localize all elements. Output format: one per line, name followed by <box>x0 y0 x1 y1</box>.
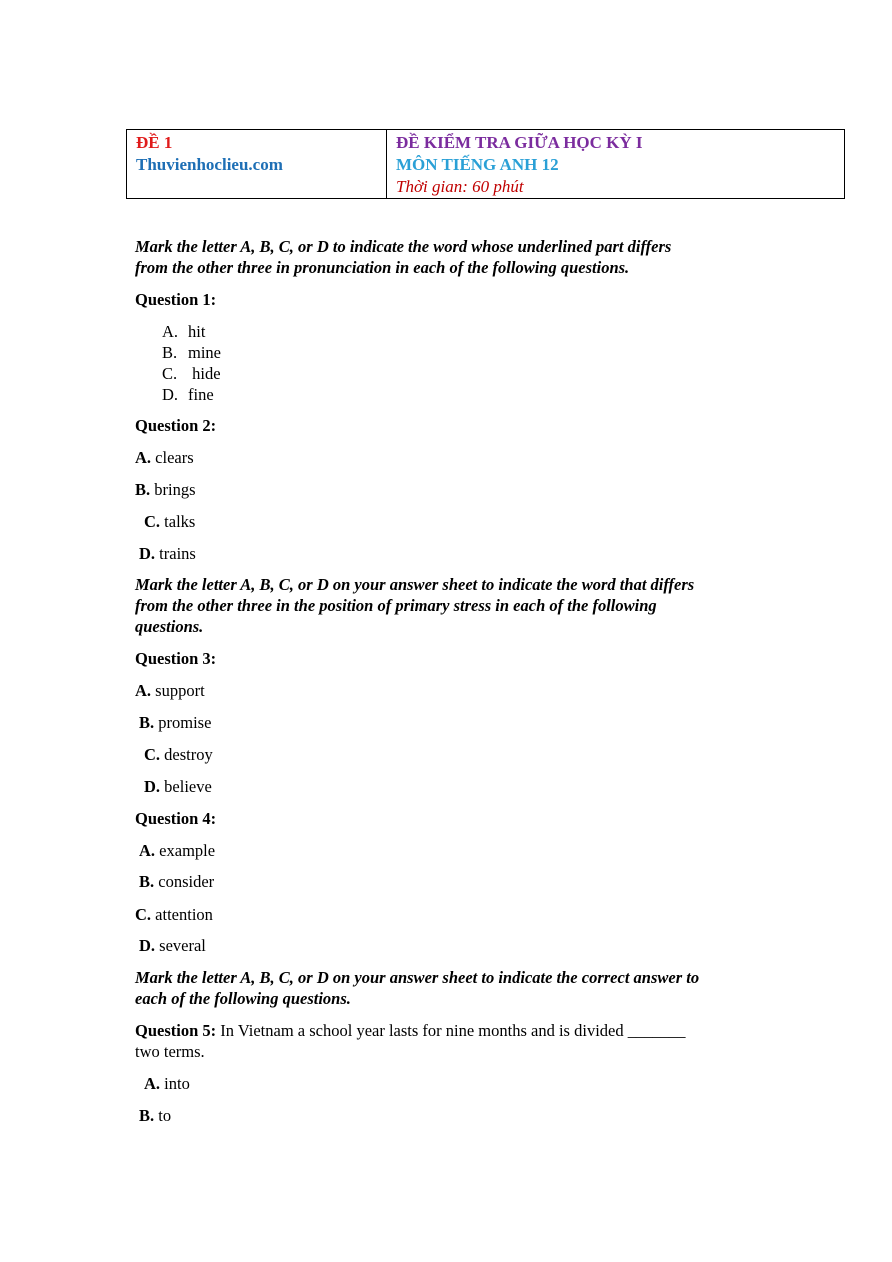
header-table <box>126 129 845 199</box>
question-5-text-line2: two terms. <box>135 1042 205 1061</box>
exam-time: Thời gian: 60 phút <box>396 177 524 196</box>
header-left-cell <box>127 130 387 199</box>
section3-instruction-line2: each of the following questions. <box>135 989 351 1008</box>
question-3-label: Question 3: <box>135 649 217 668</box>
question-2-label: Question 2: <box>135 416 217 435</box>
q4-option-b: B. consider <box>139 872 215 891</box>
question-5-text-line1: In Vietnam a school year lasts for nine months and is divided _______ <box>220 1021 686 1040</box>
q1-option-a: A. hit <box>162 322 206 341</box>
q3-option-a: A. support <box>135 681 205 700</box>
header-right-cell <box>387 130 845 199</box>
q5-option-b: B. to <box>139 1106 172 1125</box>
section1-instruction-line2: from the other three in pronunciation in each of the following questions. <box>135 258 630 277</box>
q2-option-c: C. talks <box>144 512 196 531</box>
question-4-label: Question 4: <box>135 809 217 828</box>
question-1-options <box>162 321 221 405</box>
q3-option-c: C. destroy <box>144 745 213 764</box>
q2-option-b: B. brings <box>135 480 196 499</box>
section1-instruction-line1: Mark the letter A, B, C, or D to indicate the word whose underlined part differs <box>135 237 672 256</box>
q4-option-c: C. attention <box>135 905 213 924</box>
exam-number: ĐỀ 1 <box>136 133 173 152</box>
q4-option-a: A. example <box>139 841 216 860</box>
q2-option-d: D. trains <box>139 544 196 563</box>
question-1-label: Question 1: <box>135 290 217 309</box>
section2-instruction-line1: Mark the letter A, B, C, or D on your answer sheet to indicate the word that differs <box>135 575 695 594</box>
exam-title: ĐỀ KIỂM TRA GIỮA HỌC KỲ I <box>396 133 643 152</box>
q1-option-d: D. fine <box>162 385 214 404</box>
question-5-stem <box>135 1020 685 1041</box>
q5-option-a: A. into <box>144 1074 190 1093</box>
section2-instruction-line2: from the other three in the position of primary stress in each of the following <box>135 596 657 615</box>
q1-option-c: C. hide <box>162 364 221 383</box>
question-5-label: Question 5: <box>135 1021 217 1040</box>
site-name: Thuvienhoclieu.com <box>136 155 283 174</box>
subject-title: MÔN TIẾNG ANH 12 <box>396 155 559 174</box>
q3-option-b: B. promise <box>139 713 212 732</box>
q1-option-b: B. mine <box>162 343 221 362</box>
section2-instruction-line3: questions. <box>135 617 204 636</box>
q3-option-d: D. believe <box>144 777 212 796</box>
q2-option-a: A. clears <box>135 448 194 467</box>
section3-instruction-line1: Mark the letter A, B, C, or D on your answer sheet to indicate the correct answer to <box>135 968 700 987</box>
q4-option-d: D. several <box>139 936 206 955</box>
